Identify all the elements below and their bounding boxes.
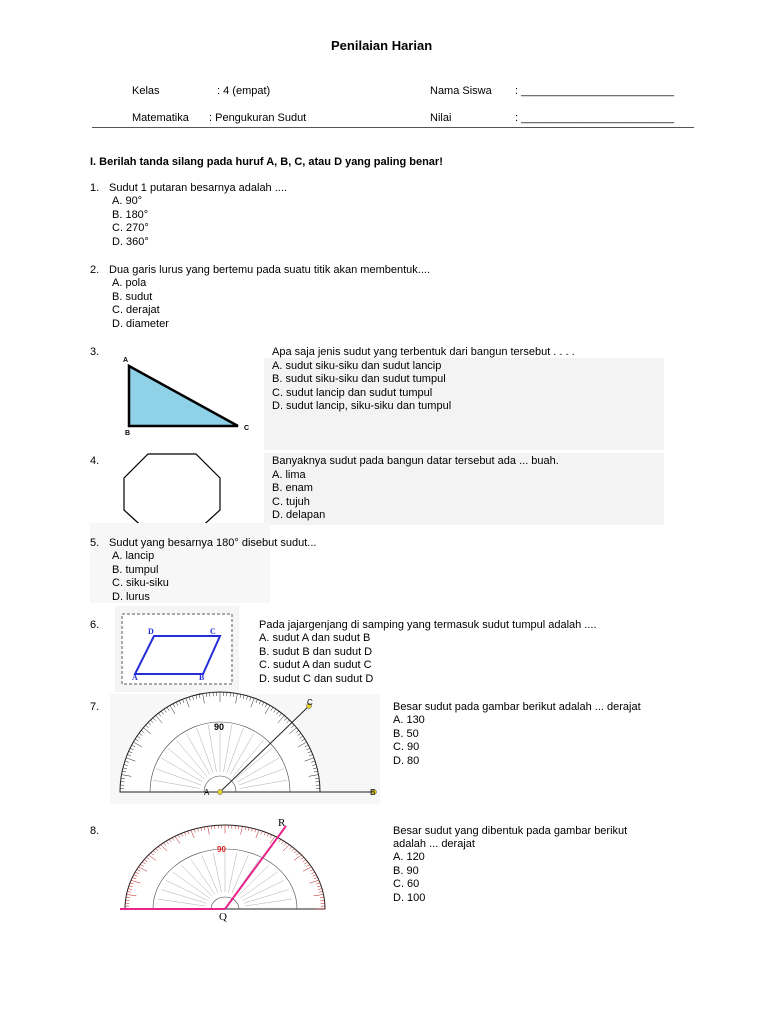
right-triangle	[129, 366, 238, 426]
triangle-vertex-c: C	[244, 425, 250, 432]
q6-number: 6.	[90, 619, 100, 631]
protractor-90-mark: 90	[217, 845, 226, 854]
nilai-field[interactable]: : _________________________	[515, 112, 675, 124]
q5-option-a[interactable]: A. lancip	[112, 550, 155, 562]
mapel-label: Matematika	[132, 112, 189, 124]
q8-option-d[interactable]: D. 100	[393, 892, 426, 904]
q4-option-b[interactable]: B. enam	[272, 482, 313, 494]
q1-number: 1.	[90, 182, 100, 194]
q3-triangle-figure	[115, 352, 265, 442]
q1-option-d[interactable]: D. 360°	[112, 236, 149, 248]
q3-text: Apa saja jenis sudut yang terbentuk dari bangun tersebut . . . .	[272, 346, 575, 358]
instruction-text: I. Berilah tanda silang pada huruf A, B, C, atau D yang paling benar!	[90, 156, 443, 168]
q1-option-b[interactable]: B. 180°	[112, 209, 149, 221]
q7-option-d[interactable]: D. 80	[393, 755, 420, 767]
q3-option-b[interactable]: B. sudut siku-siku dan sudut tumpul	[272, 373, 446, 385]
q4-option-d[interactable]: D. delapan	[272, 509, 326, 521]
protractor-90-mark: 90	[214, 722, 225, 732]
q1-option-a[interactable]: A. 90°	[112, 195, 143, 207]
q2-number: 2.	[90, 264, 100, 276]
nilai-label: Nilai	[430, 112, 452, 124]
q8-text-line1: Besar sudut yang dibentuk pada gambar berikut	[393, 825, 628, 837]
parallelogram-vertex-d: D	[148, 627, 154, 636]
q7-option-a[interactable]: A. 130	[393, 714, 425, 726]
point-a	[218, 790, 223, 795]
q4-option-c[interactable]: C. tujuh	[272, 496, 310, 508]
protractor	[120, 692, 320, 792]
q1-option-c[interactable]: C. 270°	[112, 222, 149, 234]
q7-number: 7.	[90, 701, 100, 713]
q3-option-d[interactable]: D. sudut lancip, siku-siku dan tumpul	[272, 400, 452, 412]
q4-option-a[interactable]: A. lima	[272, 469, 306, 481]
protractor-label-q: Q	[219, 911, 227, 923]
q3-option-c[interactable]: C. sudut lancip dan sudut tumpul	[272, 387, 433, 399]
q6-text: Pada jajargenjang di samping yang termasuk sudut tumpul adalah ....	[259, 619, 597, 631]
q4-number: 4.	[90, 455, 100, 467]
octagon	[124, 454, 220, 532]
q6-option-c[interactable]: C. sudut A dan sudut C	[259, 659, 372, 671]
page-title: Penilaian Harian	[331, 38, 433, 53]
nama-siswa-label: Nama Siswa	[430, 85, 492, 97]
q6-option-d[interactable]: D. sudut C dan sudut D	[259, 673, 374, 685]
q2-option-a[interactable]: A. pola	[112, 277, 147, 289]
q3-number: 3.	[90, 346, 100, 358]
triangle-vertex-b: B	[125, 430, 131, 437]
mapel-value: : Pengukuran Sudut	[209, 112, 307, 124]
parallelogram-vertex-b: B	[199, 673, 205, 682]
q3-option-a[interactable]: A. sudut siku-siku dan sudut lancip	[272, 360, 442, 372]
q1-text: Sudut 1 putaran besarnya adalah ....	[109, 182, 287, 194]
q8-number: 8.	[90, 825, 100, 837]
q7-option-c[interactable]: C. 90	[393, 741, 420, 753]
q5-option-d[interactable]: D. lurus	[112, 591, 150, 601]
q6-option-b[interactable]: B. sudut B dan sudut D	[259, 646, 373, 658]
protractor-label-r: R	[278, 817, 286, 829]
protractor-label-c: C	[307, 698, 313, 707]
nama-siswa-field[interactable]: : _________________________	[515, 85, 675, 97]
kelas-value: : 4 (empat)	[217, 85, 271, 97]
q2-text: Dua garis lurus yang bertemu pada suatu titik akan membentuk....	[109, 264, 431, 276]
protractor-label-b: B	[370, 788, 376, 797]
protractor	[125, 825, 325, 909]
kelas-label: Kelas	[132, 85, 160, 97]
q5-text: Sudut yang besarnya 180° disebut sudut...	[109, 537, 317, 549]
q7-option-b[interactable]: B. 50	[393, 728, 419, 740]
q8-text-line2: adalah ... derajat	[393, 838, 475, 850]
q5-option-c[interactable]: C. siku-siku	[112, 577, 169, 589]
q2-option-b[interactable]: B. sudut	[112, 291, 153, 303]
protractor-label-a: A	[204, 788, 210, 797]
q5-number: 5.	[90, 537, 100, 549]
q8-option-b[interactable]: B. 90	[393, 865, 419, 877]
q6-option-a[interactable]: A. sudut A dan sudut B	[259, 632, 371, 644]
q8-protractor-figure	[118, 812, 348, 924]
parallelogram-vertex-c: C	[210, 627, 216, 636]
q5-option-b[interactable]: B. tumpul	[112, 564, 159, 576]
triangle-vertex-a: A	[123, 357, 129, 364]
q7-text: Besar sudut pada gambar berikut adalah ... derajat	[393, 701, 641, 713]
q8-option-a[interactable]: A. 120	[393, 851, 425, 863]
q8-option-c[interactable]: C. 60	[393, 878, 420, 890]
q2-option-c[interactable]: C. derajat	[112, 304, 160, 316]
q4-text: Banyaknya sudut pada bangun datar tersebut ada ... buah.	[272, 455, 559, 467]
parallelogram-vertex-a: A	[132, 673, 138, 682]
q7-protractor-figure	[110, 694, 380, 804]
q2-option-d[interactable]: D. diameter	[112, 318, 169, 330]
header-divider	[92, 127, 694, 128]
q6-parallelogram-figure	[121, 613, 233, 685]
